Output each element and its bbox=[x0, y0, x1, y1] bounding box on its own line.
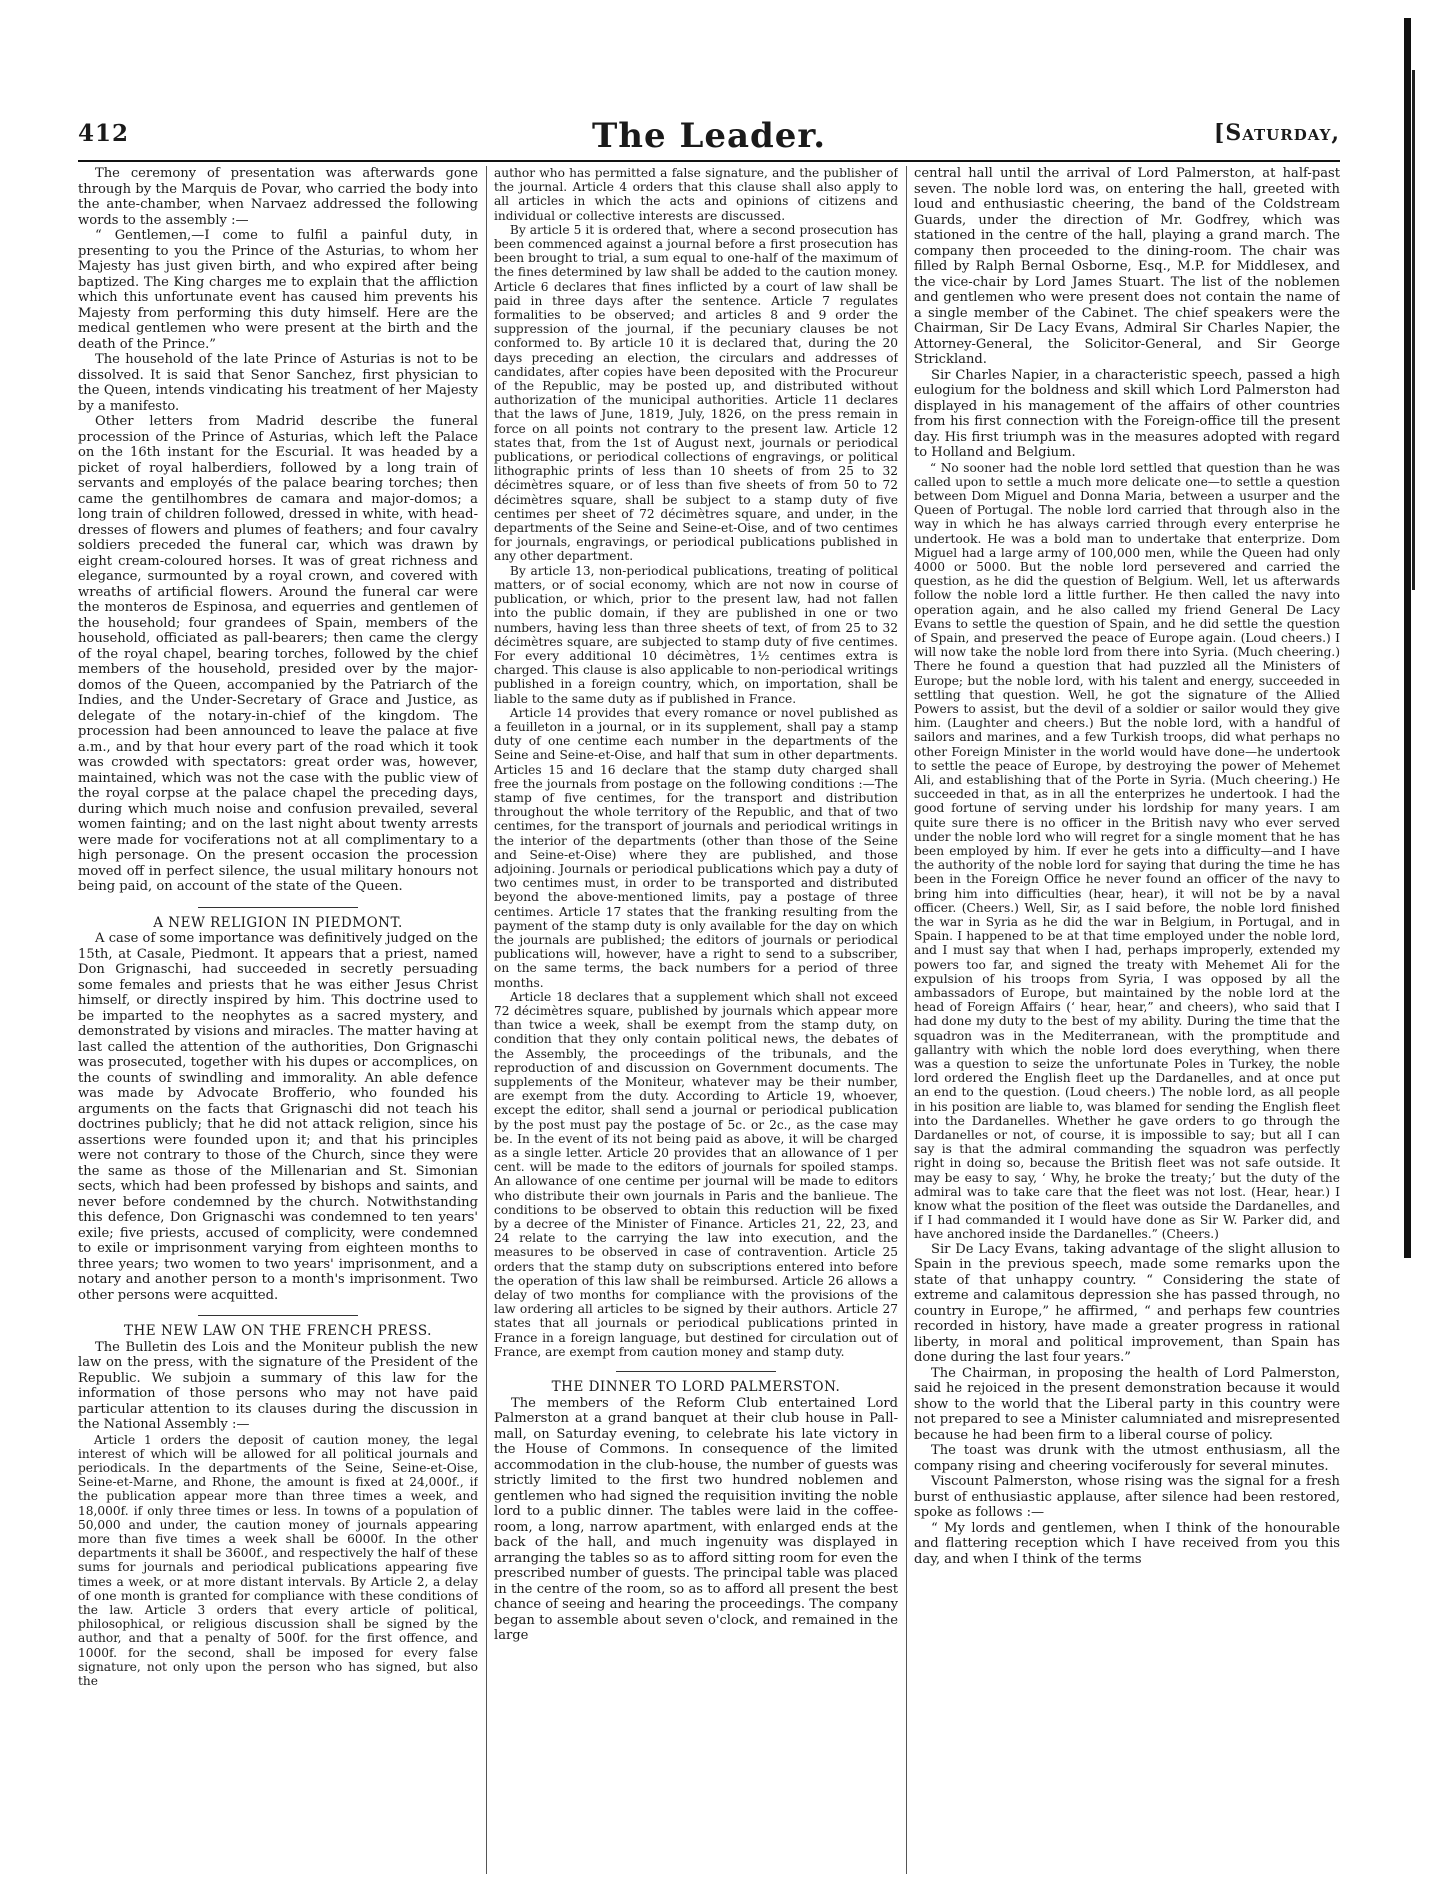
section-rule bbox=[198, 907, 358, 908]
paragraph: Sir De Lacy Evans, taking advantage of the slight allusion to Spain in the previous speech, made some remarks upon the state of that unhappy country. “ Considering the state of extreme and calamitous depression she has passed through, no country in Europe,” he affirmed, “ and perhaps few countries recorded in history, have made a greater progress in rational liberty, in moral and political improvement, than Spain has done during the last four years.” bbox=[914, 1241, 1340, 1366]
column-3 bbox=[914, 166, 1340, 1874]
paragraph: “ My lords and gentlemen, when I think of the honourable and flattering reception which I have received from you this day, and when I think of the terms bbox=[914, 1520, 1340, 1567]
paragraph: “ Gentlemen,—I come to fulfil a painful duty, in presenting to you the Prince of the Asturias, to whom her Majesty has just given birth, and who expired after being baptized. The King charges me to explain that the affliction which this unfortunate event has caused him prevents his Majesty from performing this duty himself. Here are the medical gentlemen who were present at the birth and the death of the Prince.” bbox=[78, 228, 478, 352]
page-edge-bar bbox=[1404, 18, 1411, 1258]
paragraph: The toast was drunk with the utmost enthusiasm, all the company rising and cheering vociferously for several minutes. bbox=[914, 1443, 1340, 1474]
paragraph: Article 14 provides that every romance or novel published as a feuilleton in a journal, or in its supplement, shall pay a stamp duty of one centime each number in the departments of the Seine and Seine-et-Oise, and half that sum in other departments. Articles 15 and 16 declare that the stamp duty charged shall free the journals from postage on the following conditions :—The stamp of five centimes, for the transport and distribution throughout the whole territory of the Republic, and that of two centimes, for the transport of journals and periodical writings in the interior of the departments (other than those of the Seine and Seine-et-Oise) where they are published, and those adjoining. Journals or periodical publications which pay a duty of two centimes must, in order to be transported and distributed beyond the above-mentioned limits, pay a postage of three centimes. Article 17 states that the franking resulting from the payment of the stamp duty is only available for the day on which the journals are published; the editors of journals or periodical publications will, however, have a right to send to a subscriber, on the same terms, the back numbers for a period of three months. bbox=[494, 705, 898, 990]
paragraph: central hall until the arrival of Lord Palmerston, at half-past seven. The noble lord was, on entering the hall, greeted with loud and enthusiastic cheering, the band of the Coldstream Guards, under the direction of Mr. Godfrey, which was stationed in the centre of the hall, playing a grand march. The company then proceeded to the dining-room. The chair was filled by Ralph Bernal Osborne, Esq., M.P. for Middlesex, and the vice-chair by Lord James Stuart. The list of the noblemen and gentlemen who were present does not contain the name of a single member of the Cabinet. The chief speakers were the Chairman, Sir De Lacy Evans, Admiral Sir Charles Napier, the Attorney-General, the Solicitor-General, and Sir George Strickland. bbox=[914, 166, 1340, 367]
column-1 bbox=[78, 166, 478, 1874]
page-number: 412 bbox=[78, 120, 130, 147]
column-divider-1 bbox=[486, 166, 487, 1874]
column-divider-2 bbox=[906, 166, 907, 1874]
section-heading-press: THE NEW LAW ON THE FRENCH PRESS. bbox=[124, 1323, 432, 1339]
paragraph: Other letters from Madrid describe the funeral procession of the Prince of Asturias, which left the Palace on the 16th instant for the Escurial. It was headed by a picket of royal halberdiers, followed by a long train of servants and employés of the palace bearing torches; then came the gentilhombres de camara and major-domos; a long train of children followed, dressed in white, with head-dresses of flowers and plumes of feathers; and four cavalry soldiers preceded the funeral car, which was drawn by eight cream-coloured horses. It was of great richness and elegance, surmounted by a royal crown, and covered with wreaths of artificial flowers. Around the funeral car were the monteros de Espinosa, and equerries and gentlemen of the household; four grandees of Spain, members of the household, officiated as pall-bearers; then came the clergy of the royal chapel, bearing torches, followed by the chief members of the household, presided over by the major-domos of the Queen, accompanied by the Patriarch of the Indies, and the Under-Secretary of Grace and Justice, as delegate of the notary-in-chief of the kingdom. The procession had been announced to leave the palace at five a.m., and by that hour every part of the road which it took was crowded with spectators: great order was, however, maintained, which was not the case with the public view of the royal corpse at the palace chapel the preceding days, during which much noise and confusion prevailed, several women fainting; and on the last night about twenty arrests were made for vociferations not at all complimentary to a high personage. On the present occasion the procession moved off in perfect silence, the usual military honours not being paid, on account of the state of the Queen. bbox=[78, 414, 478, 894]
section-heading-religion: A NEW RELIGION IN PIEDMONT. bbox=[153, 914, 403, 931]
issue-day: [Saturday, bbox=[1213, 120, 1340, 146]
paragraph: Article 1 orders the deposit of caution money, the legal interest of which will be allowed for all political journals and periodicals. In the departments of the Seine, Seine-et-Oise, Seine-et-Marne, and Rhone, the amount is fixed at 24,000f., if the publication appear more than three times a week, and 18,000f. if only three times or less. In towns of a population of 50,000 and under, the caution money of journals appearing more than five times a week shall be 6000f. In the other departments it shall be 3600f., and respectively the half of these sums for journals and periodical publications appearing five times a week, or at more distant intervals. By Article 2, a delay of one month is granted for compliance with these conditions of the law. Article 3 orders that every article of political, philosophical, or religious discussion shall be signed by the author, and that a penalty of 500f. for the first offence, and 1000f. for the second, shall be imposed for every false signature, not only upon the person who has signed, but also the bbox=[78, 1432, 478, 1688]
header-rule bbox=[78, 160, 1340, 162]
paragraph: By article 5 it is ordered that, where a second prosecution has been commenced against a journal before a first prosecution has been brought to trial, a sum equal to one-half of the maximum of the fines determined by law shall be added to the caution money. Article 6 declares that fines inflicted by a court of law shall be paid in three days after the sentence. Article 7 regulates formalities to be observed; and articles 8 and 9 order the suppression of the journal, if the pecuniary clauses be not conformed to. By article 10 it is declared that, during the 20 days preceding an election, the circulars and addresses of candidates, after copies have been deposited with the Procureur of the Republic, may be posted up, and distributed without authorization of the municipal authorities. Article 11 declares that the laws of June, 1819, July, 1826, on the press remain in force on all points not contrary to the present law. Article 12 states that, from the 1st of August next, journals or periodical publications, or periodical collections of engravings, or political lithographic prints of less than 10 sheets of from 25 to 32 décimètres square, or of less than five sheets of from 50 to 72 décimètres square, shall be subject to a stamp duty of five centimes per sheet of 72 décimètres square, and under, in the departments of the Seine and Seine-et-Oise, and of two centimes for journals, engravings, or periodical publications published in any other department. bbox=[494, 222, 898, 564]
paragraph: The household of the late Prince of Asturias is not to be dissolved. It is said that Senor Sanchez, first physician to the Queen, intends vindicating his treatment of her Majesty by a manifesto. bbox=[78, 352, 478, 414]
paragraph: The ceremony of presentation was afterwards gone through by the Marquis de Povar, who carried the body into the ante-chamber, when Narvaez addressed the following words to the assembly :— bbox=[78, 166, 478, 228]
paragraph: The members of the Reform Club entertained Lord Palmerston at a grand banquet at their club house in Pall-mall, on Saturday evening, to celebrate his late victory in the House of Commons. In consequence of the limited accommodation in the club-house, the number of guests was strictly limited to the first two hundred noblemen and gentlemen who had signed the requisition inviting the noble lord to a public dinner. The tables were laid in the coffee-room, a long, narrow apartment, with enlarged ends at the back of the hall, and much ingenuity was displayed in arranging the tables so as to afford sitting room for even the prescribed number of guests. The principal table was placed in the centre of the room, so as to afford all present the best chance of seeing and hearing the proceedings. The company began to assemble about seven o'clock, and remained in the large bbox=[494, 1395, 898, 1644]
paragraph: The Chairman, in proposing the health of Lord Palmerston, said he rejoiced in the present demonstration because it would show to the world that the Liberal party in this country were not prepared to see a Minister calumniated and misrepresented because he had been firm to a liberal course of policy. bbox=[914, 1365, 1340, 1443]
paragraph: By article 13, non-periodical publications, treating of political matters, or of social economy, which are not now in course of publication, or which, prior to the present law, had not fallen into the public domain, if they are published in one or two numbers, having less than three sheets of text, of from 25 to 32 décimètres square, are subjected to stamp duty of five centimes. For every additional 10 décimètres, 1½ centimes extra is charged. This clause is also applicable to non-periodical writings published in a foreign country, which, on importation, shall be liable to the same duty as if published in France. bbox=[494, 563, 898, 706]
paragraph: Sir Charles Napier, in a characteristic speech, passed a high eulogium for the boldness and skill which Lord Palmerston had displayed in his management of the affairs of other countries from his first connection with the Foreign-office till the present day. His first triumph was in the measures adopted with regard to Holland and Belgium. bbox=[914, 367, 1340, 460]
column-2 bbox=[494, 166, 898, 1874]
paragraph: Viscount Palmerston, whose rising was the signal for a fresh burst of enthusiastic applause, after silence had been restored, spoke as follows :— bbox=[914, 1474, 1340, 1521]
masthead bbox=[78, 118, 1340, 162]
paragraph: The Bulletin des Lois and the Moniteur publish the new law on the press, with the signature of the President of the Republic. We subjoin a summary of this law for the information of those persons who may not have paid particular attention to its clauses during the discussion in the National Assembly :— bbox=[78, 1339, 478, 1432]
paragraph: Article 18 declares that a supplement which shall not exceed 72 décimètres square, published by journals which appear more than twice a week, shall be exempt from the stamp duty, on condition that they only contain political news, the debates of the Assembly, the proceedings of the tribunals, and the reproduction of and discussion on Government documents. The supplements of the Moniteur, whatever may be their number, are exempt from the duty. According to Article 19, whoever, except the editor, shall send a journal or periodical publication by the post must pay the postage of 5c. or 2c., as the case may be. In the event of its not being paid as above, it will be charged as a single letter. Article 20 provides that an allowance of 1 per cent. will be made to the editors of journals for spoiled stamps. An allowance of one centime per journal will be made to editors who distribute their own journals in Paris and the banlieue. The conditions to be observed to obtain this reduction will be fixed by a decree of the Minister of Finance. Articles 21, 22, 23, and 24 relate to the carrying the law into execution, and the measures to be observed in case of contravention. Article 25 orders that the stamp duty on subscriptions entered into before the operation of this law shall be reimbursed. Article 26 allows a delay of two months for compliance with the provisions of the law ordering all articles to be signed by their authors. Article 27 states that all journals or periodical publications printed in France in a foreign language, but destined for circulation out of France, are exempt from caution money and stamp duty. bbox=[494, 989, 898, 1359]
section-rule bbox=[616, 1371, 776, 1372]
paragraph: author who has permitted a false signature, and the publisher of the journal. Article 4 orders that this clause shall also apply to all articles in which the acts and opinions of citizens and individual or collective interests are discussed. bbox=[494, 166, 898, 223]
newspaper-title: The Leader. bbox=[591, 116, 827, 156]
section-heading-dinner: THE DINNER TO LORD PALMERSTON. bbox=[551, 1379, 841, 1396]
page-edge-bar-inner bbox=[1412, 70, 1415, 590]
section-rule bbox=[198, 1315, 358, 1316]
paragraph: A case of some importance was definitively judged on the 15th, at Casale, Piedmont. It appears that a priest, named Don Grignaschi, had succeeded in secretly persuading some females and priests that he was either Jesus Christ himself, or directly inspired by him. This doctrine used to be imparted to the neophytes as a sacred mystery, and demonstrated by visions and miracles. The matter having at last called the attention of the authorities, Don Grignaschi was prosecuted, together with his dupes or accomplices, on the counts of swindling and immorality. An able defence was made by Advocate Brofferio, who founded his arguments on the facts that Grignaschi did not teach his doctrines publicly; that he did not attack religion, since his assertions were founded upon it; and that his principles were not contrary to those of the Church, since they were the same as those of the Millenarian and St. Simonian sects, which had been professed by bishops and saints, and never before condemned by the church. Notwithstanding this defence, Don Grignaschi was condemned to ten years' exile; five priests, accused of complicity, were condemned to exile or imprisonment varying from eighteen months to three years; two women to two years' imprisonment, and a notary and another person to a month's imprisonment. Two other persons were acquitted. bbox=[78, 931, 478, 1303]
paragraph: “ No sooner had the noble lord settled that question than he was called upon to settle a much more delicate one—to settle a question between Dom Miguel and Donna Maria, between a usurper and the Queen of Portugal. The noble lord carried that through also in the way in which he has always carried through every enterprise he undertook. He was a bold man to undertake that enterprize. Dom Miguel had a large army of 100,000 men, while the Queen had only 4000 or 5000. But the noble lord persevered and carried the question, as he did the question of Belgium. Well, let us afterwards follow the noble lord a little further. He then called the navy into operation again, and he also called my friend General De Lacy Evans to settle the question of Spain, and he did settle the question of Spain, and preserved the peace of Europe again. (Loud cheers.) I will now take the noble lord from there into Syria. (Much cheering.) There he found a question that had puzzled all the Ministers of Europe; but the noble lord, with his talent and energy, succeeded in settling that question. Well, he got the signature of the Allied Powers to assist, but the devil of a soldier or sailor would they give him. (Laughter and cheers.) But the noble lord, with a handful of sailors and marines, and a few Turkish troops, did what perhaps no other Foreign Minister in the world would have done—he undertook to settle the peace of Europe, by destroying the power of Mehemet Ali, and establishing that of the Porte in Syria. (Much cheering.) He succeeded in that, as in all the enterprizes he undertook. I had the good fortune of serving under his lordship for many years. I am quite sure there is no officer in the British navy who ever served under the noble lord who will regret for a single moment that he has been employed by him. If ever he gets into a difficulty—and I have the authority of the noble lord for saying that during the time he has been in the Foreign Office he never found an officer of the navy to bring him into difficulties (hear, hear), it will not be by a naval officer. (Cheers.) Well, Sir, as I said before, the noble lord finished the war in Syria as he did the war in Belgium, in Portugal, and in Spain. I happened to be at that time employed under the noble lord, and I must say that when I had, perhaps improperly, extended my powers too far, and signed the treaty with Mehemet Ali for the expulsion of his troops from Syria, I was opposed by all the ambassadors of Europe, but maintained by the noble lord at the head of Foreign Affairs (‘ hear, hear,” and cheers), who said that I had done my duty to the best of my ability. During the time that the squadron was in the Mediterranean, with the promptitude and gallantry with which the noble lord does everything, when there was a question to seize the unfortunate Poles in Turkey, the noble lord ordered the English fleet up the Dardanelles, and at once put an end to the question. (Loud cheers.) The noble lord, as all people in his position are liable to, was blamed for sending the English fleet into the Dardanelles. Whether he gave orders to go through the Dardanelles or not, of course, it is impossible to say; but all I can say is that the admiral commanding the squadron was perfectly right in doing so, because the British fleet was not safe outside. It may be easy to say, ‘ Why, he broke the treaty;’ but the duty of the admiral was to take care that the fleet was not lost. (Hear, hear.) I know what the position of the fleet was outside the Dardanelles, and if I had commanded it I would have done as Sir W. Parker did, and have anchored inside the Dardanelles.” (Cheers.) bbox=[914, 460, 1340, 1242]
